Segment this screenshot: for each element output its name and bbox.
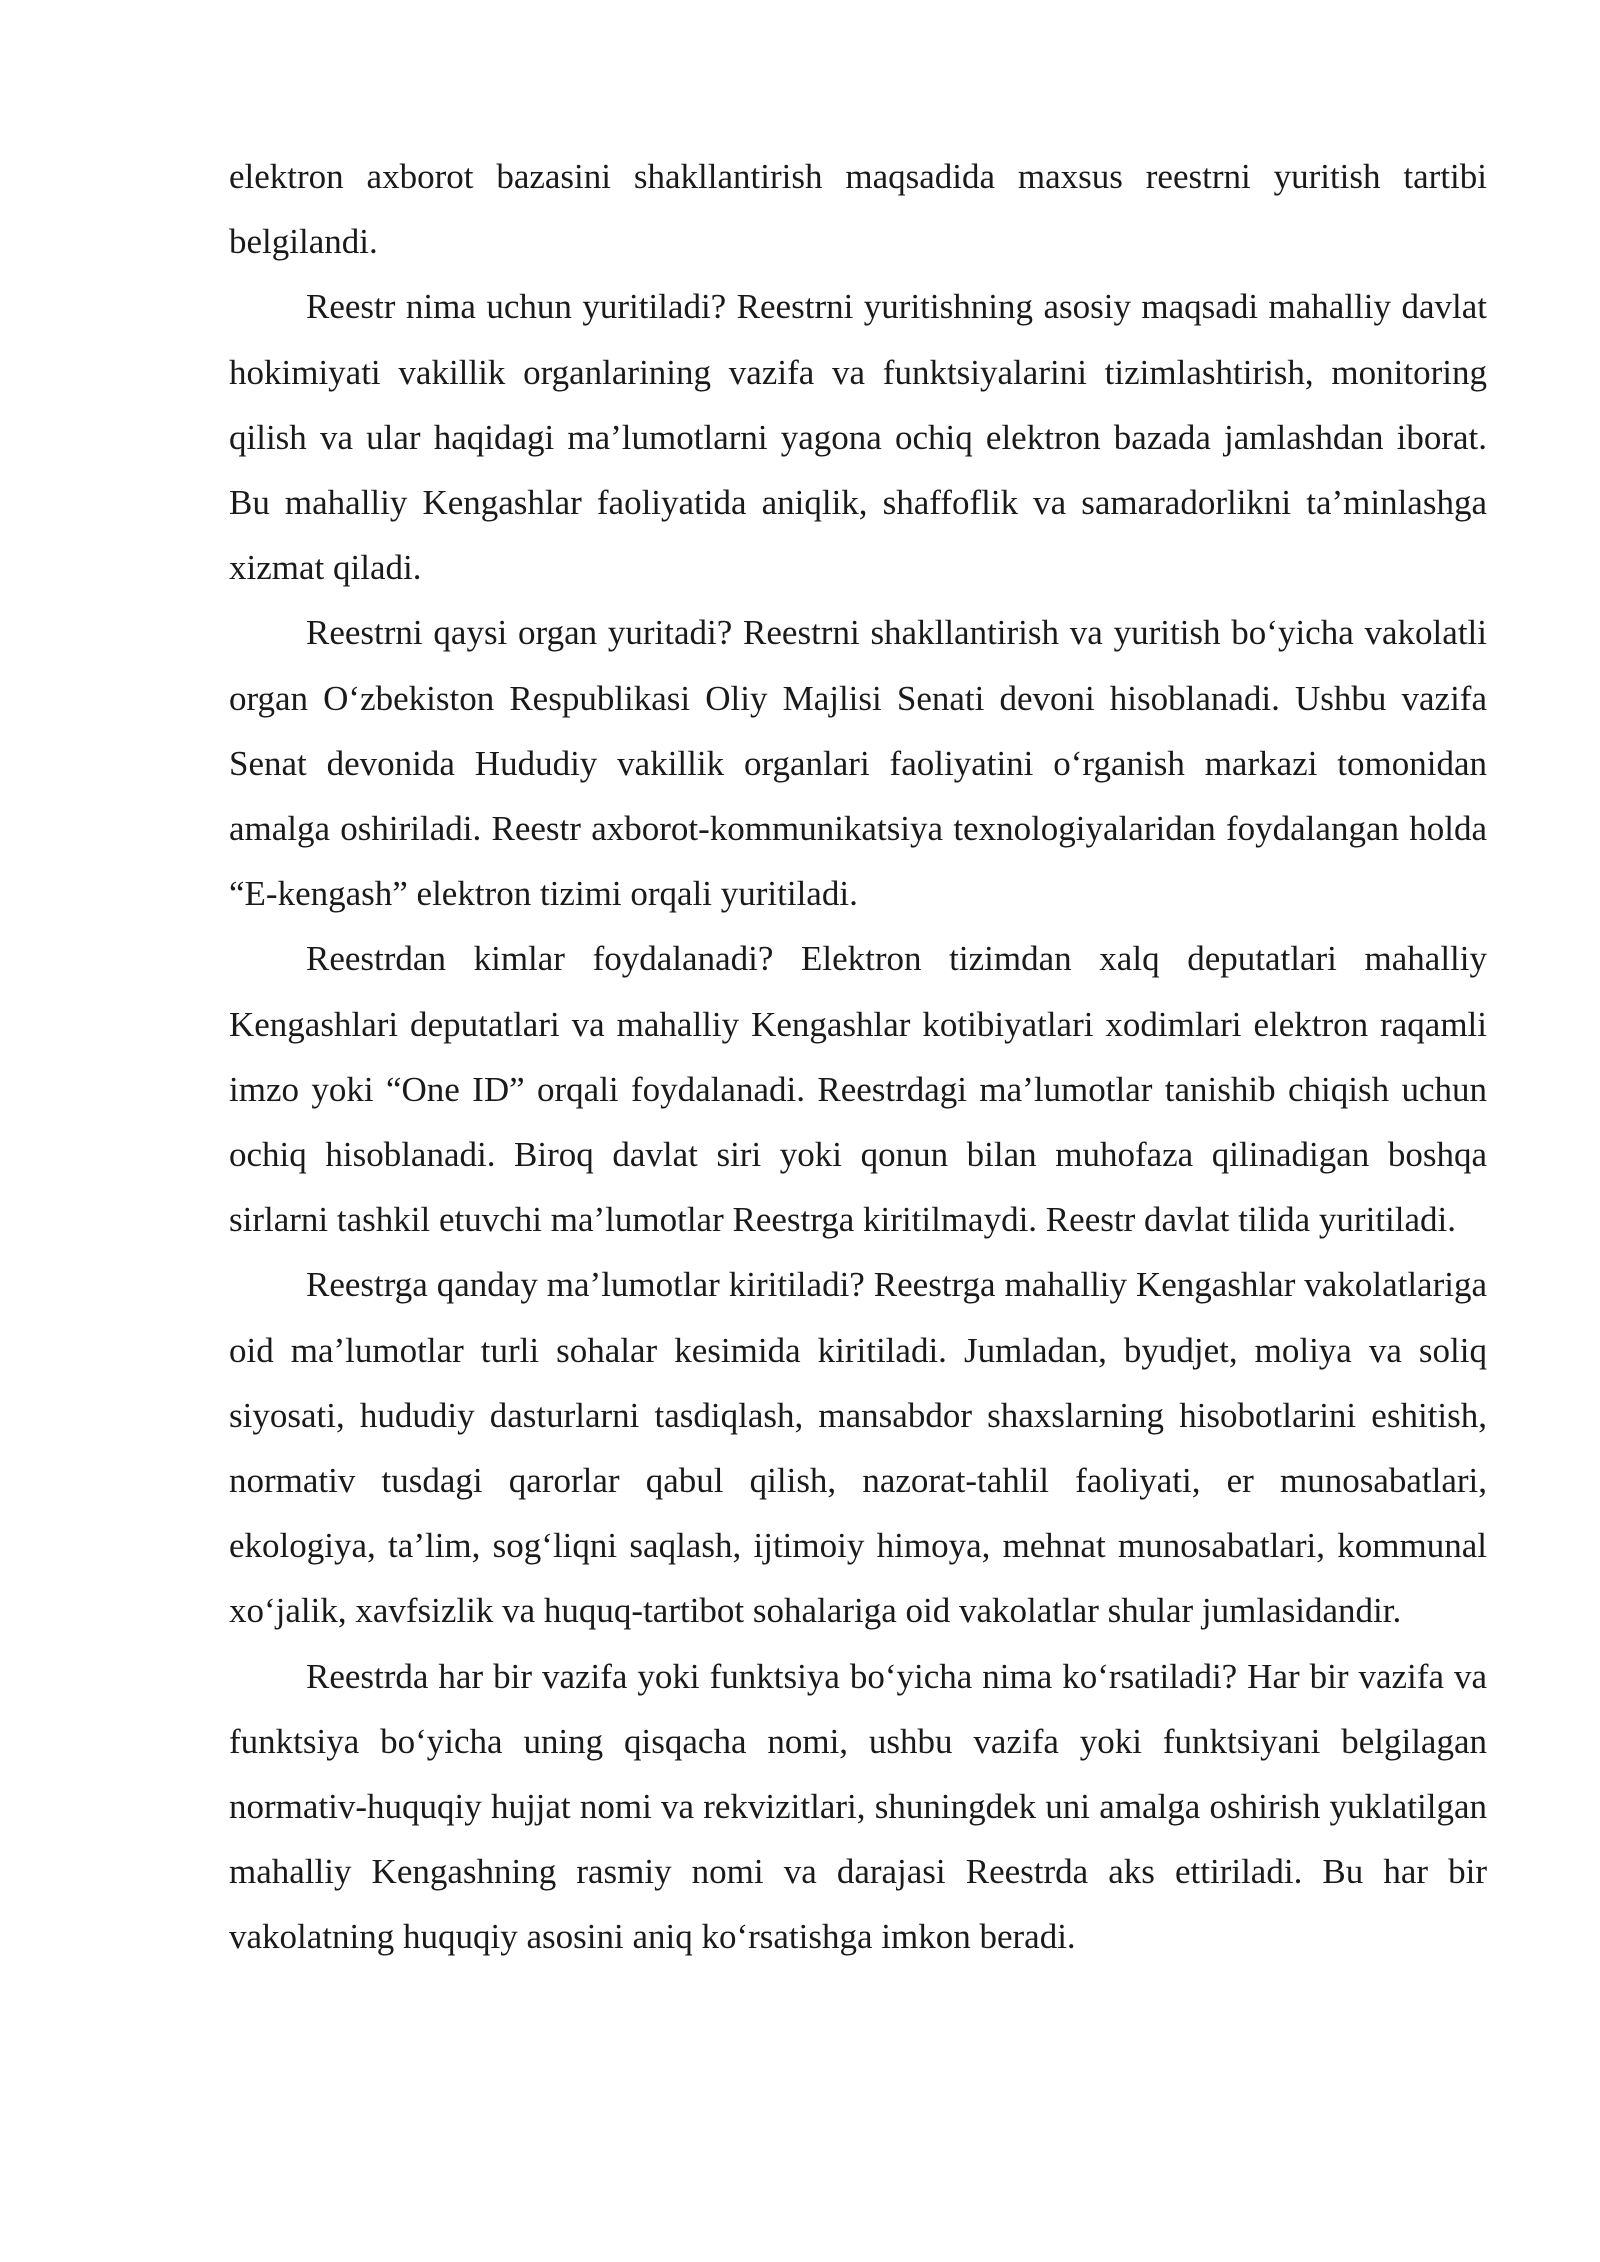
paragraph-registry-authority: Reestrni qaysi organ yuritadi? Reestrni shakllantirish va yuritish bo‘yicha vakolatli organ O‘zbekiston Respublikasi Oliy Majlisi Senati devoni hisoblanadi. Ushbu vazifa Senat devonida Hududiy vakillik organlari faoliyatini o‘rganish markazi tomonidan amalga oshiriladi. Reestr axborot-kommunikatsiya texnologiyalaridan foydalangan holda “E-kengash” elektron tizimi orqali yuritiladi.: [229, 613, 1487, 914]
paragraph-continuation: elektron axborot bazasini shakllantirish maqsadida maxsus reestrni yuritish tartibi belgilandi.: [229, 157, 1487, 262]
paragraph-registry-users: Reestrdan kimlar foydalanadi? Elektron tizimdan xalq deputatlari mahalliy Kengashlari deputatlari va mahalliy Kengashlar kotibiyatlari xodimlari elektron raqamli imzo yoki “One ID” orqali foydalanadi. Reestrdagi ma’lumotlar tanishib chiqish uchun ochiq hisoblanadi. Biroq davlat siri yoki qonun bilan muhofaza qilinadigan boshqa sirlarni tashkil etuvchi ma’lumotlar Reestrga kiritilmaydi. Reestr davlat tilida yuritiladi.: [229, 939, 1487, 1240]
paragraph-registry-entries: Reestrda har bir vazifa yoki funktsiya bo‘yicha nima ko‘rsatiladi? Har bir vazifa va funktsiya bo‘yicha uning qisqacha nomi, ushbu vazifa yoki funktsiyani belgilagan normativ-huquqiy hujjat nomi va rekvizitlari, shuningdek uni amalga oshirish yuklatilgan mahalliy Kengashning rasmiy nomi va darajasi Reestrda aks ettiriladi. Bu har bir vakolatning huquqiy asosini aniq ko‘rsatishga imkon beradi.: [229, 1656, 1487, 1957]
paragraph-registry-purpose: Reestr nima uchun yuritiladi? Reestrni yuritishning asosiy maqsadi mahalliy davlat hokimiyati vakillik organlarining vazifa va funktsiyalarini tizimlashtirish, monitoring qilish va ular haqidagi ma’lumotlarni yagona ochiq elektron bazada jamlashdan iborat. Bu mahalliy Kengashlar faoliyatida aniqlik, shaffoflik va samaradorlikni ta’minlashga xizmat qiladi.: [229, 287, 1487, 588]
paragraph-registry-contents: Reestrga qanday ma’lumotlar kiritiladi? Reestrga mahalliy Kengashlar vakolatlariga oid ma’lumotlar turli sohalar kesimida kiritiladi. Jumladan, byudjet, moliya va soliq siyosati, hududiy dasturlarni tasdiqlash, mansabdor shaxslarning hisobotlarini eshitish, normativ tusdagi qarorlar qabul qilish, nazorat-tahlil faoliyati, er munosabatlari, ekologiya, ta’lim, sog‘liqni saqlash, ijtimoiy himoya, mehnat munosabatlari, kommunal xo‘jalik, xavfsizlik va huquq-tartibot sohalariga oid vakolatlar shular jumlasidandir.: [229, 1265, 1487, 1631]
body-text: [229, 144, 1487, 1970]
